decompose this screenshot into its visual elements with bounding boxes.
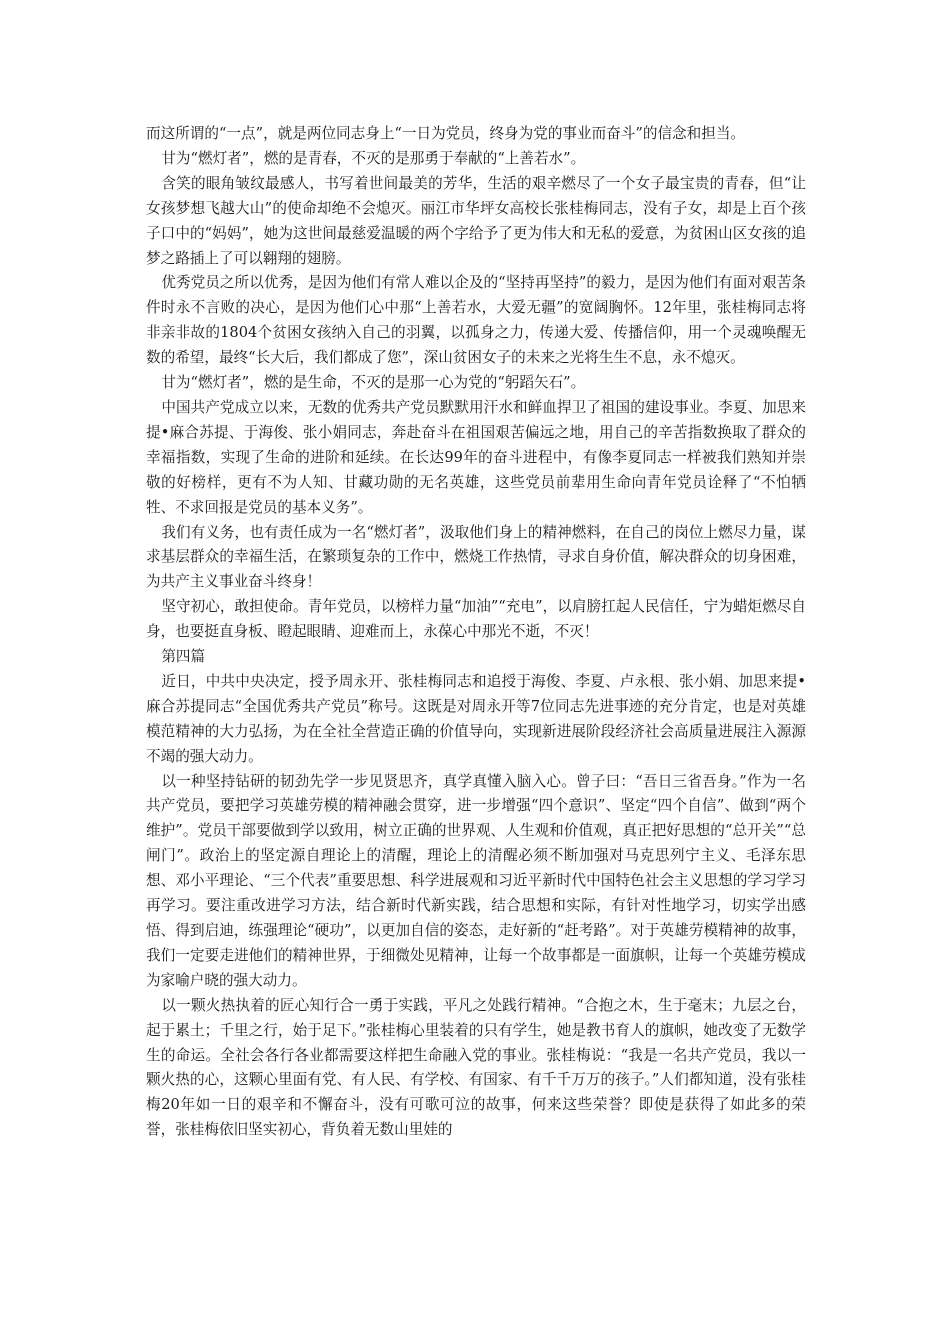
paragraph: 甘为“燃灯者”，燃的是青春，不灭的是那勇于奉献的“上善若水”。 [161, 149, 586, 167]
paragraph: 而这所谓的“一点”，就是两位同志身上“一日为党员，终身为党的事业而奋斗”的信念和担当。 [146, 125, 746, 142]
paragraph: 优秀党员之所以优秀，是因为他们有常人难以企及的“坚持再坚持”的毅力，是因为他们有面对艰苦条件时永不言败的决心，是因为他们心中那“上善若水，大爱无疆”的宽阔胸怀。12年里，张桂梅同志将非亲非故的1804个贫困女孩纳入自己的羽翼，以孤身之力，传递大爱、传播信仰，用一个灵魂唤醒无数的希望，最终“长大后，我们都成了您”，深山贫困女子的未来之光将生生不息，永不熄灭。 [146, 274, 806, 367]
paragraph: 中国共产党成立以来，无数的优秀共产党员默默用汗水和鲜血捍卫了祖国的建设事业。李夏、加思来提•麻合苏提、于海俊、张小娟同志，奔赴奋斗在祖国艰苦偏远之地，用自己的辛苦指数换取了群众的幸福指数，实现了生命的进阶和延续。在长达99年的奋斗进程中，有像李夏同志一样被我们熟知并崇敬的好榜样，更有不为人知、甘藏功勋的无名英雄，这些党员前辈用生命向青年党员诠释了“不怕牺牲、不求回报是党员的基本义务”。 [146, 398, 806, 516]
paragraph: 我们有义务，也有责任成为一名“燃灯者”，汲取他们身上的精神燃料，在自己的岗位上燃尽力量，谋求基层群众的幸福生活，在繁琐复杂的工作中，燃烧工作热情，寻求自身价值，解决群众的切身困难，为共产主义事业奋斗终身！ [146, 523, 806, 591]
paragraph: 以一种坚持钻研的韧劲先学一步见贤思齐，真学真懂入脑入心。曾子曰：“吾日三省吾身。”作为一名共产党员，要把学习英雄劳模的精神融会贯穿，进一步增强“四个意识”、坚定“四个自信”、做到“两个维护”。党员干部要做到学以致用，树立正确的世界观、人生观和价值观，真正把好思想的“总开关”“总闸门”。政治上的坚定源自理论上的清醒，理论上的清醒必须不断加强对马克思列宁主义、毛泽东思想、邓小平理论、“三个代表”重要思想、科学进展观和习近平新时代中国特色社会主义思想的学习学习再学习。要注重改进学习方法，结合新时代新实践，结合思想和实际，有针对性地学习，切实学出感悟、得到启迪，练强理论“硬功”，以更加自信的姿态，走好新的“赶考路”。对于英雄劳模精神的故事，我们一定要走进他们的精神世界，于细微处见精神，让每一个故事都是一面旗帜，让每一个英雄劳模成为家喻户晓的强大动力。 [146, 772, 806, 989]
section-heading: 第四篇 [161, 648, 206, 666]
paragraph: 含笑的眼角皱纹最感人，书写着世间最美的芳华，生活的艰辛燃尽了一个女子最宝贵的青春，但“让女孩梦想飞越大山”的使命却绝不会熄灭。丽江市华坪女高校长张桂梅同志，没有子女，却是上百个孩子口中的“妈妈”，她为这世间最慈爱温暖的两个字给予了更为伟大和无私的爱意，为贫困山区女孩的追梦之路插上了可以翱翔的翅膀。 [146, 174, 806, 267]
paragraph: 坚守初心，敢担使命。青年党员，以榜样力量“加油”“充电”，以肩膀扛起人民信任，宁为蜡炬燃尽自身，也要挺直身板、瞪起眼睛、迎难而上，永葆心中那光不逝，不灭！ [146, 598, 806, 641]
paragraph: 甘为“燃灯者”，燃的是生命，不灭的是那一心为党的“躬蹈矢石”。 [161, 374, 586, 392]
document-body [146, 122, 806, 1143]
paragraph: 以一颗火热执着的匠心知行合一勇于实践，平凡之处践行精神。“合抱之木，生于毫末；九层之台，起于累土；千里之行，始于足下。”张桂梅心里装着的只有学生，她是教书育人的旗帜，她改变了无数学生的命运。全社会各行各业都需要这样把生命融入党的事业。张桂梅说：“我是一名共产党员，我以一颗火热的心，这颗心里面有党、有人民、有学校、有国家、有千千万万的孩子。”人们都知道，没有张桂梅20年如一日的艰辛和不懈奋斗，没有可歌可泣的故事，何来这些荣誉？即使是获得了如此多的荣誉，张桂梅依旧坚实初心，背负着无数山里娃的 [146, 996, 806, 1139]
paragraph: 近日，中共中央决定，授予周永开、张桂梅同志和追授于海俊、李夏、卢永根、张小娟、加思来提•麻合苏提同志“全国优秀共产党员”称号。这既是对周永开等7位同志先进事迹的充分肯定，也是对英雄模范精神的大力弘扬，为在全社全营造正确的价值导向，实现新进展阶段经济社会高质量进展注入源源不竭的强大动力。 [146, 672, 806, 765]
